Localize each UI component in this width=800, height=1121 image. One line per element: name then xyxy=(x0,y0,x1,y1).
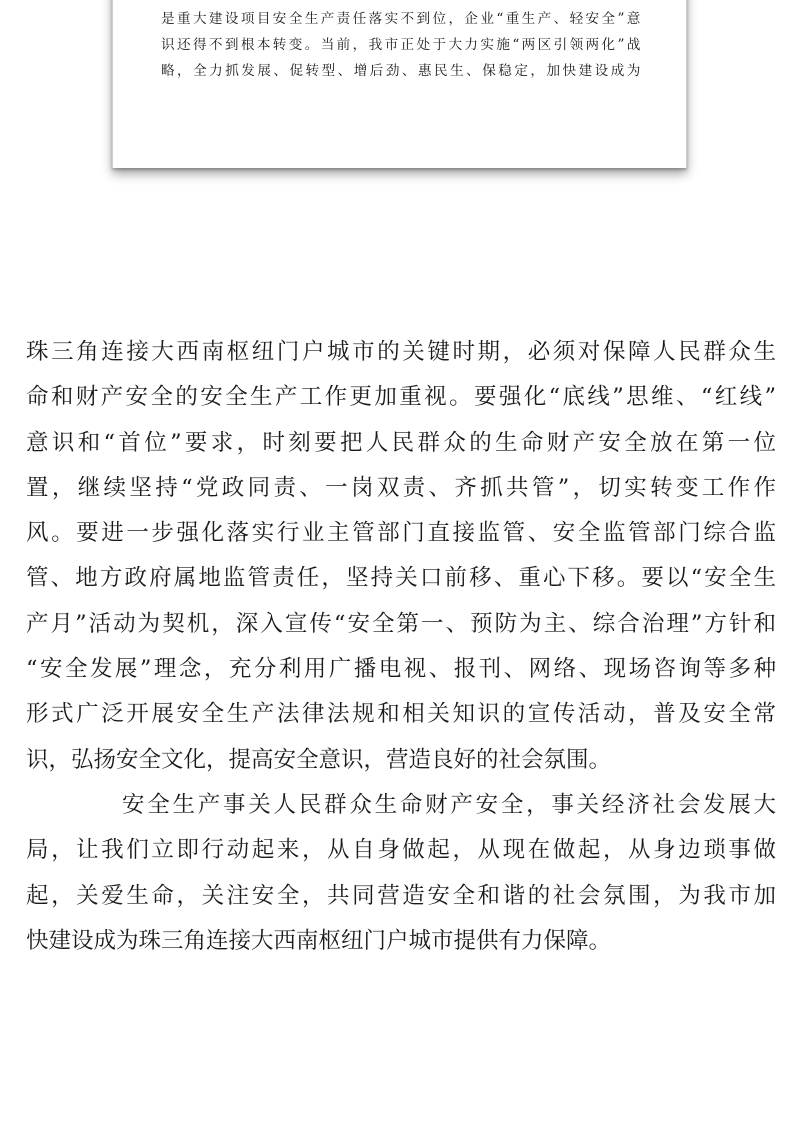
preview-line: 略，全力抓发展、促转型、增后劲、惠民生、保稳定，加快建设成为 xyxy=(161,63,641,79)
text-line: 安全生产事关人民群众生命财产安全，事关经济社会发展大 xyxy=(122,791,776,818)
text-line: 起，关爱生命，关注安全，共同营造安全和谐的社会氛围，为我市加 xyxy=(26,882,776,909)
document-body xyxy=(26,330,776,964)
previous-page-preview xyxy=(112,0,687,168)
text-line: 命和财产安全的安全生产工作更加重视。要强化“底线”思维、“红线” xyxy=(26,384,776,411)
body-paragraph-1 xyxy=(26,330,776,783)
text-line: 识，弘扬安全文化，提高安全意识，营造良好的社会氛围。 xyxy=(26,746,612,773)
text-line: 风。要进一步强化落实行业主管部门直接监管、安全监管部门综合监 xyxy=(26,520,776,547)
text-line: 珠三角连接大西南枢纽门户城市的关键时期，必须对保障人民群众生 xyxy=(26,339,776,365)
text-line: 置，继续坚持“党政同责、一岗双责、齐抓共管”，切实转变工作作 xyxy=(26,474,776,501)
body-paragraph-2 xyxy=(26,783,776,964)
text-line: 意识和“首位”要求，时刻要把人民群众的生命财产安全放在第一位 xyxy=(26,429,776,456)
text-line: 局，让我们立即行动起来，从自身做起，从现在做起，从身边琐事做 xyxy=(26,837,776,864)
preview-paragraph xyxy=(161,6,641,84)
preview-line: 是重大建设项目安全生产责任落实不到位，企业“重生产、轻安全”意 xyxy=(161,11,641,27)
text-line: 产月”活动为契机，深入宣传“安全第一、预防为主、综合治理”方针和 xyxy=(26,610,776,637)
text-line: 快建设成为珠三角连接大西南枢纽门户城市提供有力保障。 xyxy=(26,927,612,954)
text-line: 形式广泛开展安全生产法律法规和相关知识的宣传活动，普及安全常 xyxy=(26,701,776,728)
text-line: “安全发展”理念，充分利用广播电视、报刊、网络、现场咨询等多种 xyxy=(26,656,776,683)
text-line: 管、地方政府属地监管责任，坚持关口前移、重心下移。要以“安全生 xyxy=(26,565,776,592)
preview-line: 识还得不到根本转变。当前，我市正处于大力实施“两区引领两化”战 xyxy=(161,37,641,53)
